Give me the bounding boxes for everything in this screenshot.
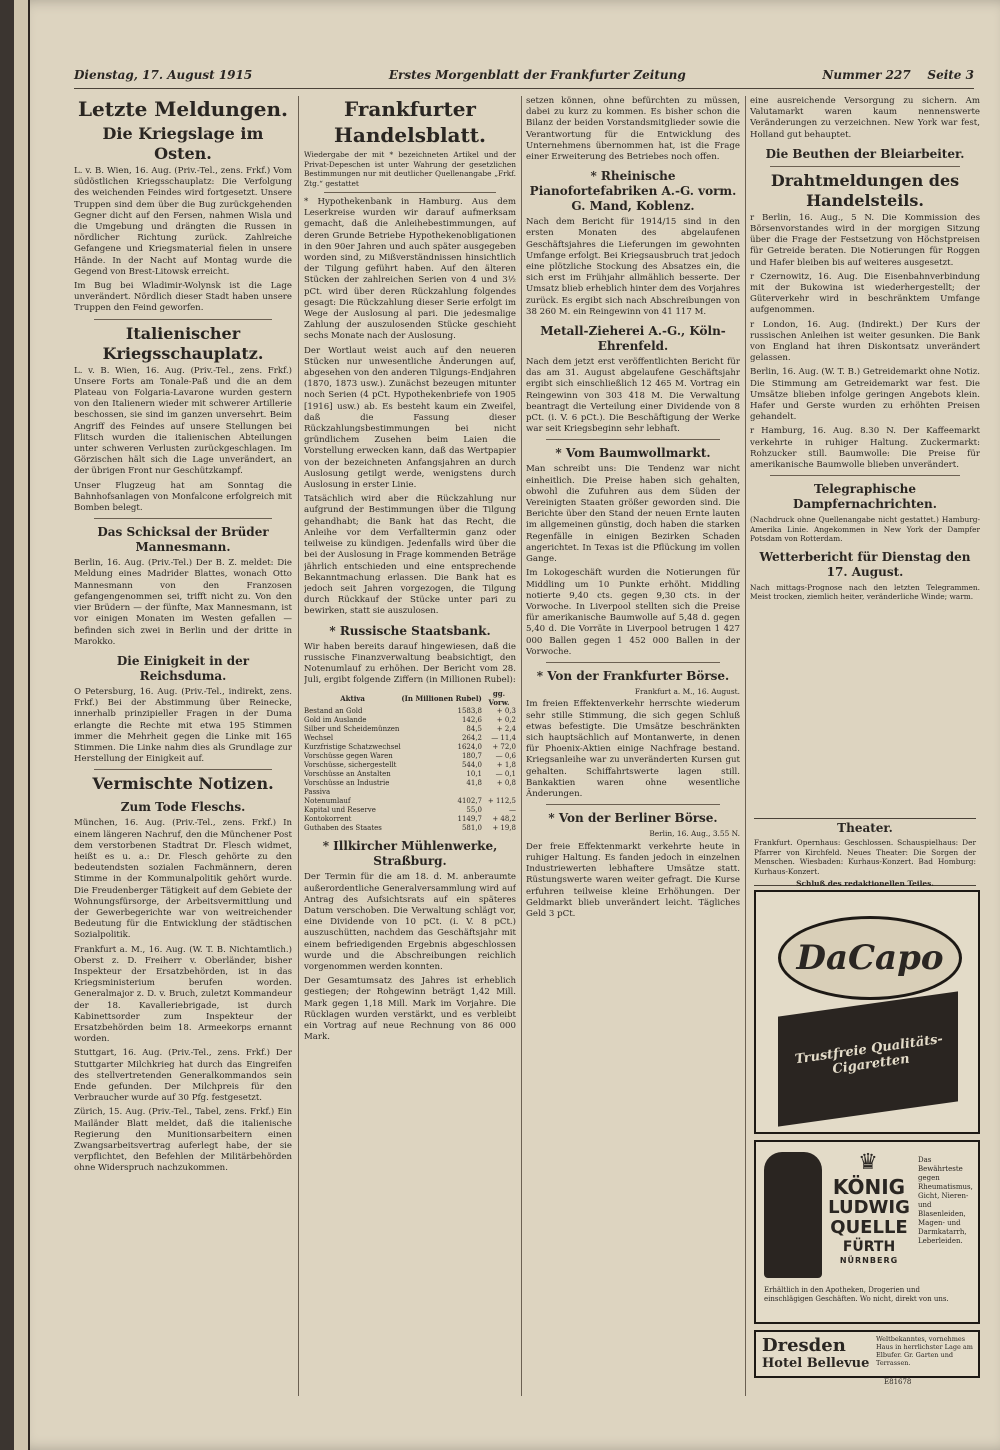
- page-header: [74, 68, 974, 89]
- subhead-east: Die Kriegslage im Osten.: [102, 124, 264, 163]
- dateline: Berlin, 16. Aug., 3.55 N.: [649, 829, 740, 839]
- table-row: [304, 734, 516, 743]
- editorial-end: Schluß des redaktionellen Teiles.: [796, 879, 934, 888]
- table-cell: + 1,8: [496, 761, 516, 770]
- section-title: * Russische Staatsbank.: [329, 623, 491, 638]
- table-cell: Guthaben des Staates: [304, 824, 382, 833]
- table-row: [304, 752, 516, 761]
- article-text: Man schreibt uns: Die Tendenz war nicht einheitlich. Die Preise haben sich gehalten, obwohl die Zufuhren aus dem Süden der Vereinigten Staaten größer geworden sind. Die Berichte über den Stand der neuen Ernte lauten im allgemeinen günstig, doch haben die starken Regenfälle in einigen Bezirken Schaden angerichtet. In Texas ist die Pflückung im vollen Gange.: [526, 464, 740, 565]
- article-text: Der Wortlaut weist auch auf den neueren Stücken nur unwesentliche Änderungen auf, abgesehen von den anderen Tilgungs-Endjahren (1870, 1873 usw.). Zunächst bezeugen mitunter noch Serien (4 pCt. Hypothekenbriefe von 1905 [1916] usw.) ab. Es besteht kaum ein Zweifel, daß die Fassung dieser Rückzahlungsbestimmungen bei nicht gründlichem Zusehen beim Laien die Vorstellung erwecken kann, daß das Wertpapier von der bezeichneten Anfangsjahren an durch Auslosung getilgt werde, wenigstens durch Auslosung in erster Linie.: [304, 345, 516, 491]
- article-text: Berlin, 16. Aug. (W. T. B.) Getreidemarkt ohne Notiz. Die Stimmung am Getreidemarkt war fest. Die Umsätze blieben infolge geringen Angebots klein. Hafer und Gerste wurden zu erhöhten Preisen gehandelt.: [750, 367, 980, 423]
- column-latest-news: [74, 96, 292, 1406]
- table-row: [304, 815, 516, 824]
- table-row: [304, 725, 516, 734]
- dacapo-logo: DaCapo: [778, 916, 962, 1000]
- section-title: Zum Tode Fleschs.: [120, 800, 246, 815]
- table-row: [304, 770, 516, 779]
- section-title: Das Schicksal der Brüder Mannesmann.: [97, 525, 269, 555]
- theater-listing: [754, 818, 976, 886]
- table-cell: — 0,6: [495, 752, 516, 761]
- table-row: [304, 788, 516, 797]
- theater-title: Theater.: [837, 821, 893, 835]
- table-cell: + 19,8: [492, 824, 516, 833]
- table-cell: Kurzfristige Schatzwechsel: [304, 743, 401, 752]
- koenig-brand: [824, 1176, 914, 1266]
- reprint-note: Wiedergabe der mit * bezeichneten Artikel und der Privat-Depeschen ist unter Wahrung der gesetzlichen Bestimmungen nur mit deutlicher Quellenangabe „Frkf. Ztg.“ gestattet: [304, 150, 516, 188]
- article-text: L. v. B. Wien, 16. Aug. (Priv.-Tel., zens. Frkf.) Vom südöstlichen Kriegsschauplatz: Die Verfolgung des weichenden Feindes wird fortgesetzt. Unsere Truppen sind dem über die Bug zurückgehenden Gegner dicht auf den Fersen, nahmen Wisla und die Umgebung und drängten die Russen in nördlicher Richtung zurück. Zahlreiche Gefangene und Kriegsmaterial fielen in unsere Hände. In der Nacht auf Montag wurde die Gegend von Brest-Litowsk erreicht.: [74, 166, 292, 277]
- brand-line: NÜRNBERG: [839, 1256, 899, 1265]
- section-title: Wetterbericht für Dienstag den 17. August.: [759, 549, 971, 579]
- column-telegrams: [750, 96, 980, 816]
- table-cell: 1583,8: [457, 707, 482, 716]
- article-text: (Nachdruck ohne Quellenangabe nicht gestattet.) Hamburg-Amerika Linie. Angekommen in New York der Dampfer Potsdam von Rotterdam.: [750, 515, 980, 544]
- koenig-ludwig-quelle-advertisement: [754, 1140, 980, 1324]
- section-title: Die Beuthen der Bleiarbeiter.: [765, 146, 965, 161]
- section-title: * Illkircher Mühlenwerke, Straßburg.: [322, 839, 498, 869]
- table-cell: + 72,0: [492, 743, 516, 752]
- table-cell: Notenumlauf: [304, 797, 351, 806]
- article-text: Berlin, 16. Aug. (Priv.-Tel.) Der B. Z. meldet: Die Meldung eines Madrider Blattes, wonach Otto Mannesmann von den Franzosen gefangengenommen sei, trifft nicht zu. Von den vier Brüdern — der fünfte, Max Mannesmann, ist vor einigen Monaten im Westen gefallen — befinden sich zwei in Berlin und der dritte in Marokko.: [74, 558, 292, 647]
- dacapo-claim: Trustfreie Qualitäts-Cigaretten: [794, 1031, 944, 1078]
- article-text: Zürich, 15. Aug. (Priv.-Tel., Tabel, zens. Frkf.) Ein Mailänder Blatt meldet, daß die italienische Regierung den Munitionsarbeitern einen Zwangsarbeitsvertrag auferlegt habe, der sie verpflichtet, den Befehlen der Militärbehörden ohne Widerspruch nachzukommen.: [74, 1107, 292, 1174]
- table-cell: 10,1: [466, 770, 482, 779]
- column-rule: [745, 96, 746, 1396]
- table-cell: 84,5: [466, 725, 482, 734]
- koenig-footer-text: Erhältlich in den Apotheken, Drogerien und einschlägigen Geschäften. Wo nicht, direkt von uns.: [764, 1286, 949, 1303]
- divider: [94, 518, 272, 519]
- table-row: [304, 761, 516, 770]
- article-text: * Hypothekenbank in Hamburg. Aus dem Leserkreise wurden wir darauf aufmerksam gemacht, daß die Anleihebestimmungen, auf deren Grunde Betriebe Hypothekenobligationen in den 90er Jahren und auch später ausgegeben worden sind, zu Mißverständnissen hinsichtlich der Tilgung geführt haben. Auf den älteren Stücken der zahlreichen Serien von 4 und 3½ pCt. wird über deren Rückzahlung folgendes gesagt: Die Rückzahlung dieser Serie erfolgt im Wege der Auslosung al pari. Die jedesmalige Zahlung der auszulosenden Stücke geschieht sechs Monate nach der Auslosung.: [304, 197, 516, 342]
- table-cell: Passiva: [304, 788, 331, 797]
- headline-telegrams: Drahtmeldungen des Handelsteils.: [770, 170, 960, 210]
- table-row: [304, 707, 516, 716]
- column-rule: [298, 96, 299, 1396]
- brand-line: LUDWIG: [828, 1197, 910, 1218]
- table-cell: Vorschüsse an Industrie: [304, 779, 390, 788]
- divider: [94, 769, 272, 770]
- article-text: Der Termin für die am 18. d. M. anberaumte außerordentliche Generalversammlung wird auf Antrag des Aufsichtsrats auf ein späteres Datum verschoben. Die Verwaltung schlägt vor, eine Dividende von 10 pCt. (i. V. 8 pCt.) auszuschütten, nachdem das Geschäftsjahr mit einem befriedigenden Ergebnis abgeschlossen wurde und die Abschreibungen reichlich vorgenommen werden konnten.: [304, 872, 516, 972]
- brand-line: KÖNIG: [832, 1175, 906, 1199]
- article-text: L. v. B. Wien, 16. Aug. (Priv.-Tel., zens. Frkf.) Unsere Forts am Tonale-Paß und die an dem Plateau von Folgaria-Lavarone wurden gestern von den Italienern wieder mit schwerer Artillerie beschossen, sie sind im ganzen unversehrt. Beim Angriff des Feindes auf unsere Stellungen bei Flitsch wurden die italienischen Abteilungen unter schweren Verlusten zurückgeschlagen. Im Görzischen hält sich die Lage unverändert, an der übrigen Front nur Geschützkampf.: [74, 365, 292, 477]
- section-title: Telegraphische Dampfernachrichten.: [793, 482, 937, 512]
- table-cell: 544,0: [461, 761, 482, 770]
- divider: [94, 319, 272, 320]
- table-cell: Bestand an Gold: [304, 707, 363, 716]
- divider: [770, 166, 960, 167]
- table-row: [304, 806, 516, 815]
- article-text: r Berlin, 16. Aug., 5 N. Die Kommission des Börsenvorstandes wird in der morgigen Sitzung über die Frage der Festsetzung von Höchstpreisen für Getreide beraten. Die Notierungen für Roggen und Hafer bleiben bis auf weiteres ausgesetzt.: [750, 212, 980, 268]
- header-page: Seite 3: [927, 68, 974, 82]
- dresden-title: Dresden: [762, 1335, 846, 1356]
- koenig-side-text: Das Bewährteste gegen Rheumatismus, Gicht, Nieren- und Blasenleiden, Magen- und Darmkatarrh, Leberleiden.: [918, 1156, 973, 1245]
- divider: [546, 804, 720, 805]
- header-number: Nummer 227: [822, 68, 911, 82]
- table-header-cell: gg. Vorw.: [488, 689, 510, 708]
- section-title: Metall-Zieherei A.-G., Köln-Ehrenfeld.: [540, 324, 726, 354]
- article-text: Im Lokogeschäft wurden die Notierungen für Middling um 10 Punkte erhöht. Middling notierte 9,40 cts. gegen 9,30 cts. in der Vorwoche. In Liverpool stellten sich die Preise für amerikanische Baumwolle auf 5,48 d. gegen 5,40 d. Die Vorräte in Liverpool betrugen 1 427 000 Ballen gegen 1 452 000 Ballen in der Vorwoche.: [526, 568, 740, 657]
- hotel-name: Hotel Bellevue: [762, 1356, 870, 1371]
- dacapo-advertisement: [754, 890, 980, 1134]
- table-cell: + 112,5: [487, 797, 516, 806]
- article-text: O Petersburg, 16. Aug. (Priv.-Tel., indirekt, zens. Frkf.) Bei der Abstimmung über Reinecke, innerhalb prinzipieller Fragen in der Duma erlangte die Rechte mit etwa 195 Stimmen immer die Mehrheit gegen die Linke mit 165 Stimmen. Die Linke nahm dies als Grundlage zur Herstellung der Einigkeit auf.: [74, 686, 292, 765]
- table-cell: [482, 788, 516, 797]
- article-text: eine ausreichende Versorgung zu sichern. Am Valutamarkt waren kaum nennenswerte Veränderungen zu verzeichnen. New York war fest, Holland gut behauptet.: [750, 96, 980, 140]
- table-cell: + 0,3: [496, 707, 516, 716]
- table-header-cell: Aktiva: [340, 693, 365, 703]
- hotel-bellevue-advertisement: [754, 1330, 980, 1378]
- article-text: r Hamburg, 16. Aug. 8.30 N. Der Kaffeemarkt verkehrte in ruhiger Haltung. Zuckermarkt: Rohzucker still. Baumwolle: Die Preise für amerikanische Baumwolle blieben unverändert.: [750, 426, 980, 471]
- headline-handelsblatt: Frankfurter Handelsblatt.: [334, 97, 486, 147]
- table-cell: 1624,0: [457, 743, 482, 752]
- section-title: Die Einigkeit in der Reichsduma.: [116, 653, 250, 683]
- divider: [546, 662, 720, 663]
- table-cell: Silber und Scheidemünzen: [304, 725, 400, 734]
- table-cell: 4102,7: [457, 797, 482, 806]
- table-cell: + 0,8: [496, 779, 516, 788]
- table-cell: Vorschüsse, sichergestellt: [304, 761, 397, 770]
- subhead-italy: Italienischer Kriegsschauplatz.: [102, 323, 264, 363]
- article-text: Wir haben bereits darauf hingewiesen, daß die russische Finanzverwaltung beabsichtigt, den Notenumlauf zu erhöhen. Der Bericht vom 28. Juli, ergibt folgende Ziffern (in Millionen Rubel):: [304, 641, 516, 686]
- article-text: Im Bug bei Wladimir-Wolynsk ist die Lage unverändert. Nördlich dieser Stadt haben unsere Truppen den Feind geworfen.: [74, 281, 292, 314]
- table-cell: 264,2: [461, 734, 482, 743]
- header-date: Dienstag, 17. August 1915: [74, 68, 253, 82]
- table-row: [304, 716, 516, 725]
- headline-latest: Letzte Meldungen.: [77, 97, 289, 121]
- divider: [770, 475, 960, 476]
- table-cell: Kapital und Reserve: [304, 806, 376, 815]
- table-cell: —: [509, 806, 516, 815]
- article-text: setzen können, ohne befürchten zu müssen, dabei zu kurz zu kommen. Es bisher schon die Bilanz der beiden Vorstandsmitglieder sowie die Verantwortung für die Entwicklung des Unternehmens übernommen hat, ist die Frage einer Erweiterung des Betriebes noch offen.: [526, 96, 740, 163]
- subhead-misc: Vermischte Notizen.: [92, 774, 274, 794]
- column-market: [526, 96, 740, 1406]
- table-cell: Vorschüsse gegen Waren: [304, 752, 393, 761]
- balance-table: [304, 689, 516, 833]
- table-cell: 41,8: [466, 779, 482, 788]
- brand-line: FÜRTH: [842, 1239, 896, 1255]
- table-cell: — 0,1: [495, 770, 516, 779]
- article-text: Stuttgart, 16. Aug. (Priv.-Tel., zens. Frkf.) Der Stuttgarter Milchkrieg hat durch das Eingreifen des stellvertretenden Generalkommandos sein Ende gefunden. Der Milchpreis für den Verbraucher wurde auf 30 Pfg. festgesetzt.: [74, 1048, 292, 1104]
- brand-line: QUELLE: [830, 1217, 908, 1238]
- header-paper: Erstes Morgenblatt der Frankfurter Zeitung: [388, 68, 686, 82]
- table-header-row: [304, 689, 516, 707]
- crown-icon: ♛: [858, 1150, 878, 1175]
- article-text: Tatsächlich wird aber die Rückzahlung nur aufgrund der Bestimmungen über die Tilgung gehandhabt; die Bank hat das Recht, die Anleihe vor dem Verfalltermin ganz oder teilweise zu kündigen. Jedenfalls wird über die bei der Auslosung in Frage kommenden Beträge jährlich entschieden und eine entsprechende Bekanntmachung erlassen. Die Bank hat es jedoch seit Jahren vorgezogen, die Tilgung durch Rückkauf der Stücke unter pari zu bewirken, statt sie auszulosen.: [304, 494, 516, 617]
- table-cell: + 48,2: [492, 815, 516, 824]
- table-row: [304, 779, 516, 788]
- table-cell: 142,6: [461, 716, 482, 725]
- table-row: [304, 824, 516, 833]
- table-cell: — 11,4: [491, 734, 516, 743]
- table-cell: [401, 788, 482, 797]
- table-cell: + 0,2: [496, 716, 516, 725]
- table-row: [304, 797, 516, 806]
- article-text: München, 16. Aug. (Priv.-Tel., zens. Frkf.) In einem längeren Nachruf, den die Münchener Post dem verstorbenen Stadtrat Dr. Flesch widmet, heißt es u. a.: Dr. Flesch gehörte zu den bedeutendsten sozialen Fachmännern, deren Stimme in der Kommunalpolitik gehört wurde. Die Freudenberger Tätigkeit auf dem Gebiete der Wohnungsfürsorge, der Arbeitsvermittlung und der Gewerbegerichte war von weitreichender Bedeutung für die Entwicklung der städtischen Sozialpolitik.: [74, 818, 292, 941]
- table-cell: 180,7: [461, 752, 482, 761]
- ad-reference-number: E81678: [884, 1378, 912, 1386]
- theater-text: Frankfurt. Opernhaus: Geschlossen. Schauspielhaus: Der Pfarrer von Kirchfeld. Neues Theater: Die Sorgen der Menschen. Wiesbaden: Kurhaus-Konzert. Bad Homburg: Kurhaus-Konzert.: [754, 838, 976, 876]
- table-cell: Wechsel: [304, 734, 334, 743]
- divider: [546, 439, 720, 440]
- table-cell: 1149,7: [457, 815, 482, 824]
- table-cell: 581,0: [461, 824, 482, 833]
- bottle-image: [764, 1152, 822, 1278]
- table-cell: Kontokorrent: [304, 815, 352, 824]
- article-text: r London, 16. Aug. (Indirekt.) Der Kurs der russischen Anleihen ist weiter gesunken. Die Bank von England hat ihren Diskontsatz unverändert gelassen.: [750, 319, 980, 364]
- article-text: Der Gesamtumsatz des Jahres ist erheblich gestiegen; der Rohgewinn beträgt 1,42 Mill. Mark gegen 1,18 Mill. Mark im Vorjahre. Die Rücklagen wurden verstärkt, und es verbleibt ein Vortrag auf neue Rechnung von 86 000 Mark.: [304, 976, 516, 1043]
- previous-page-edge: [14, 0, 30, 1450]
- table-header-cell: (In Millionen Rubel): [401, 693, 482, 703]
- table-cell: + 2,4: [496, 725, 516, 734]
- table-cell: 55,0: [466, 806, 482, 815]
- dateline: Frankfurt a. M., 16. August.: [634, 686, 740, 696]
- table-row: [304, 743, 516, 752]
- article-text: Der freie Effektenmarkt verkehrte heute in ruhiger Haltung. Es fanden jedoch in einzelnen Industriewerten lebhaftere Umsätze statt. Rüstungswerte waren weiter gefragt. Die Kurse erfuhren teilweise kleine Erhöhungen. Der Geldmarkt blieb unverändert leicht. Tägliches Geld 3 pCt.: [526, 841, 740, 919]
- article-text: Frankfurt a. M., 16. Aug. (W. T. B. Nichtamtlich.) Oberst z. D. Freiherr v. Oberländer, bisher Inspekteur der Ersatzbehörden, ist in das Kriegsministerium berufen worden. Generalmajor z. D. v. Bruch, zuletzt Kommandeur der 18. Kavalleriebrigade, ist durch Kabinettsorder zum Inspekteur der Ersatzbehörden beim 18. Armeekorps ernannt worden.: [74, 944, 292, 1045]
- article-text: Unser Flugzeug hat am Sonntag die Bahnhofsanlagen von Monfalcone erfolgreich mit Bomben belegt.: [74, 480, 292, 514]
- section-title: * Vom Baumwollmarkt.: [555, 446, 711, 461]
- article-text: Nach dem jetzt erst veröffentlichten Bericht für das am 31. August abgelaufene Geschäftsjahr ergibt sich einschließlich 12 465 M. Vortrag ein Reingewinn von 303 418 M. Die Verwaltung beantragt die Verteilung einer Dividende von 8 pCt. (i. V. 6 pCt.). Die Beschäftigung der Werke war seit Kriegsbeginn sehr lebhaft.: [526, 357, 740, 435]
- divider: [324, 192, 496, 193]
- header-number-page: [822, 68, 974, 88]
- article-text: Nach dem Bericht für 1914/15 sind in den ersten Monaten des abgelaufenen Geschäftsjahres die Lieferungen im gewohnten Umfange erfolgt. Bei Kriegsausbruch trat jedoch eine plötzliche Stockung des Absatzes ein, die sich erst im Frühjahr allmählich besserte. Der Umsatz blieb erheblich hinter dem des Vorjahres zurück. Es ergibt sich nach Abschreibungen von 38 260 M. ein Reingewinn von 41 117 M.: [526, 217, 740, 317]
- column-rule: [521, 96, 522, 1396]
- section-title: * Rheinische Pianofortefabriken A.-G. vorm. G. Mand, Koblenz.: [529, 169, 737, 214]
- hotel-side-text: Weltbekanntes, vornehmes Haus in herrlichster Lage am Elbufer. Gr. Garten und Terrassen.: [876, 1335, 973, 1367]
- column-handelsblatt: [304, 96, 516, 1406]
- section-title: * Von der Frankfurter Börse.: [536, 668, 730, 683]
- article-text: Im freien Effektenverkehr herrschte wiederum sehr stille Stimmung, die sich gegen Schluß etwas befestigte. Die Umsätze beschränkten sich hauptsächlich auf Montanwerte, in denen für Phoenix-Aktien einige Nachfrage bestand. Kriegsanleihe war zu unveränderten Kursen gut gehalten. Schiffahrtswerte lagen still. Bankaktien waren ohne wesentliche Änderungen.: [526, 699, 740, 800]
- table-cell: Vorschüsse an Anstalten: [304, 770, 391, 779]
- newspaper-page: [14, 0, 1000, 1450]
- table-cell: Gold im Auslande: [304, 716, 367, 725]
- section-title: * Von der Berliner Börse.: [548, 811, 718, 826]
- article-text: Nach mittags-Prognose nach den letzten Telegrammen. Meist trocken, ziemlich heiter, veränderliche Winde; warm.: [750, 582, 980, 602]
- article-text: r Czernowitz, 16. Aug. Die Eisenbahnverbindung mit der Bukowina ist wiederhergestellt; der Güterverkehr wird in beschränktem Umfange aufgenommen.: [750, 271, 980, 316]
